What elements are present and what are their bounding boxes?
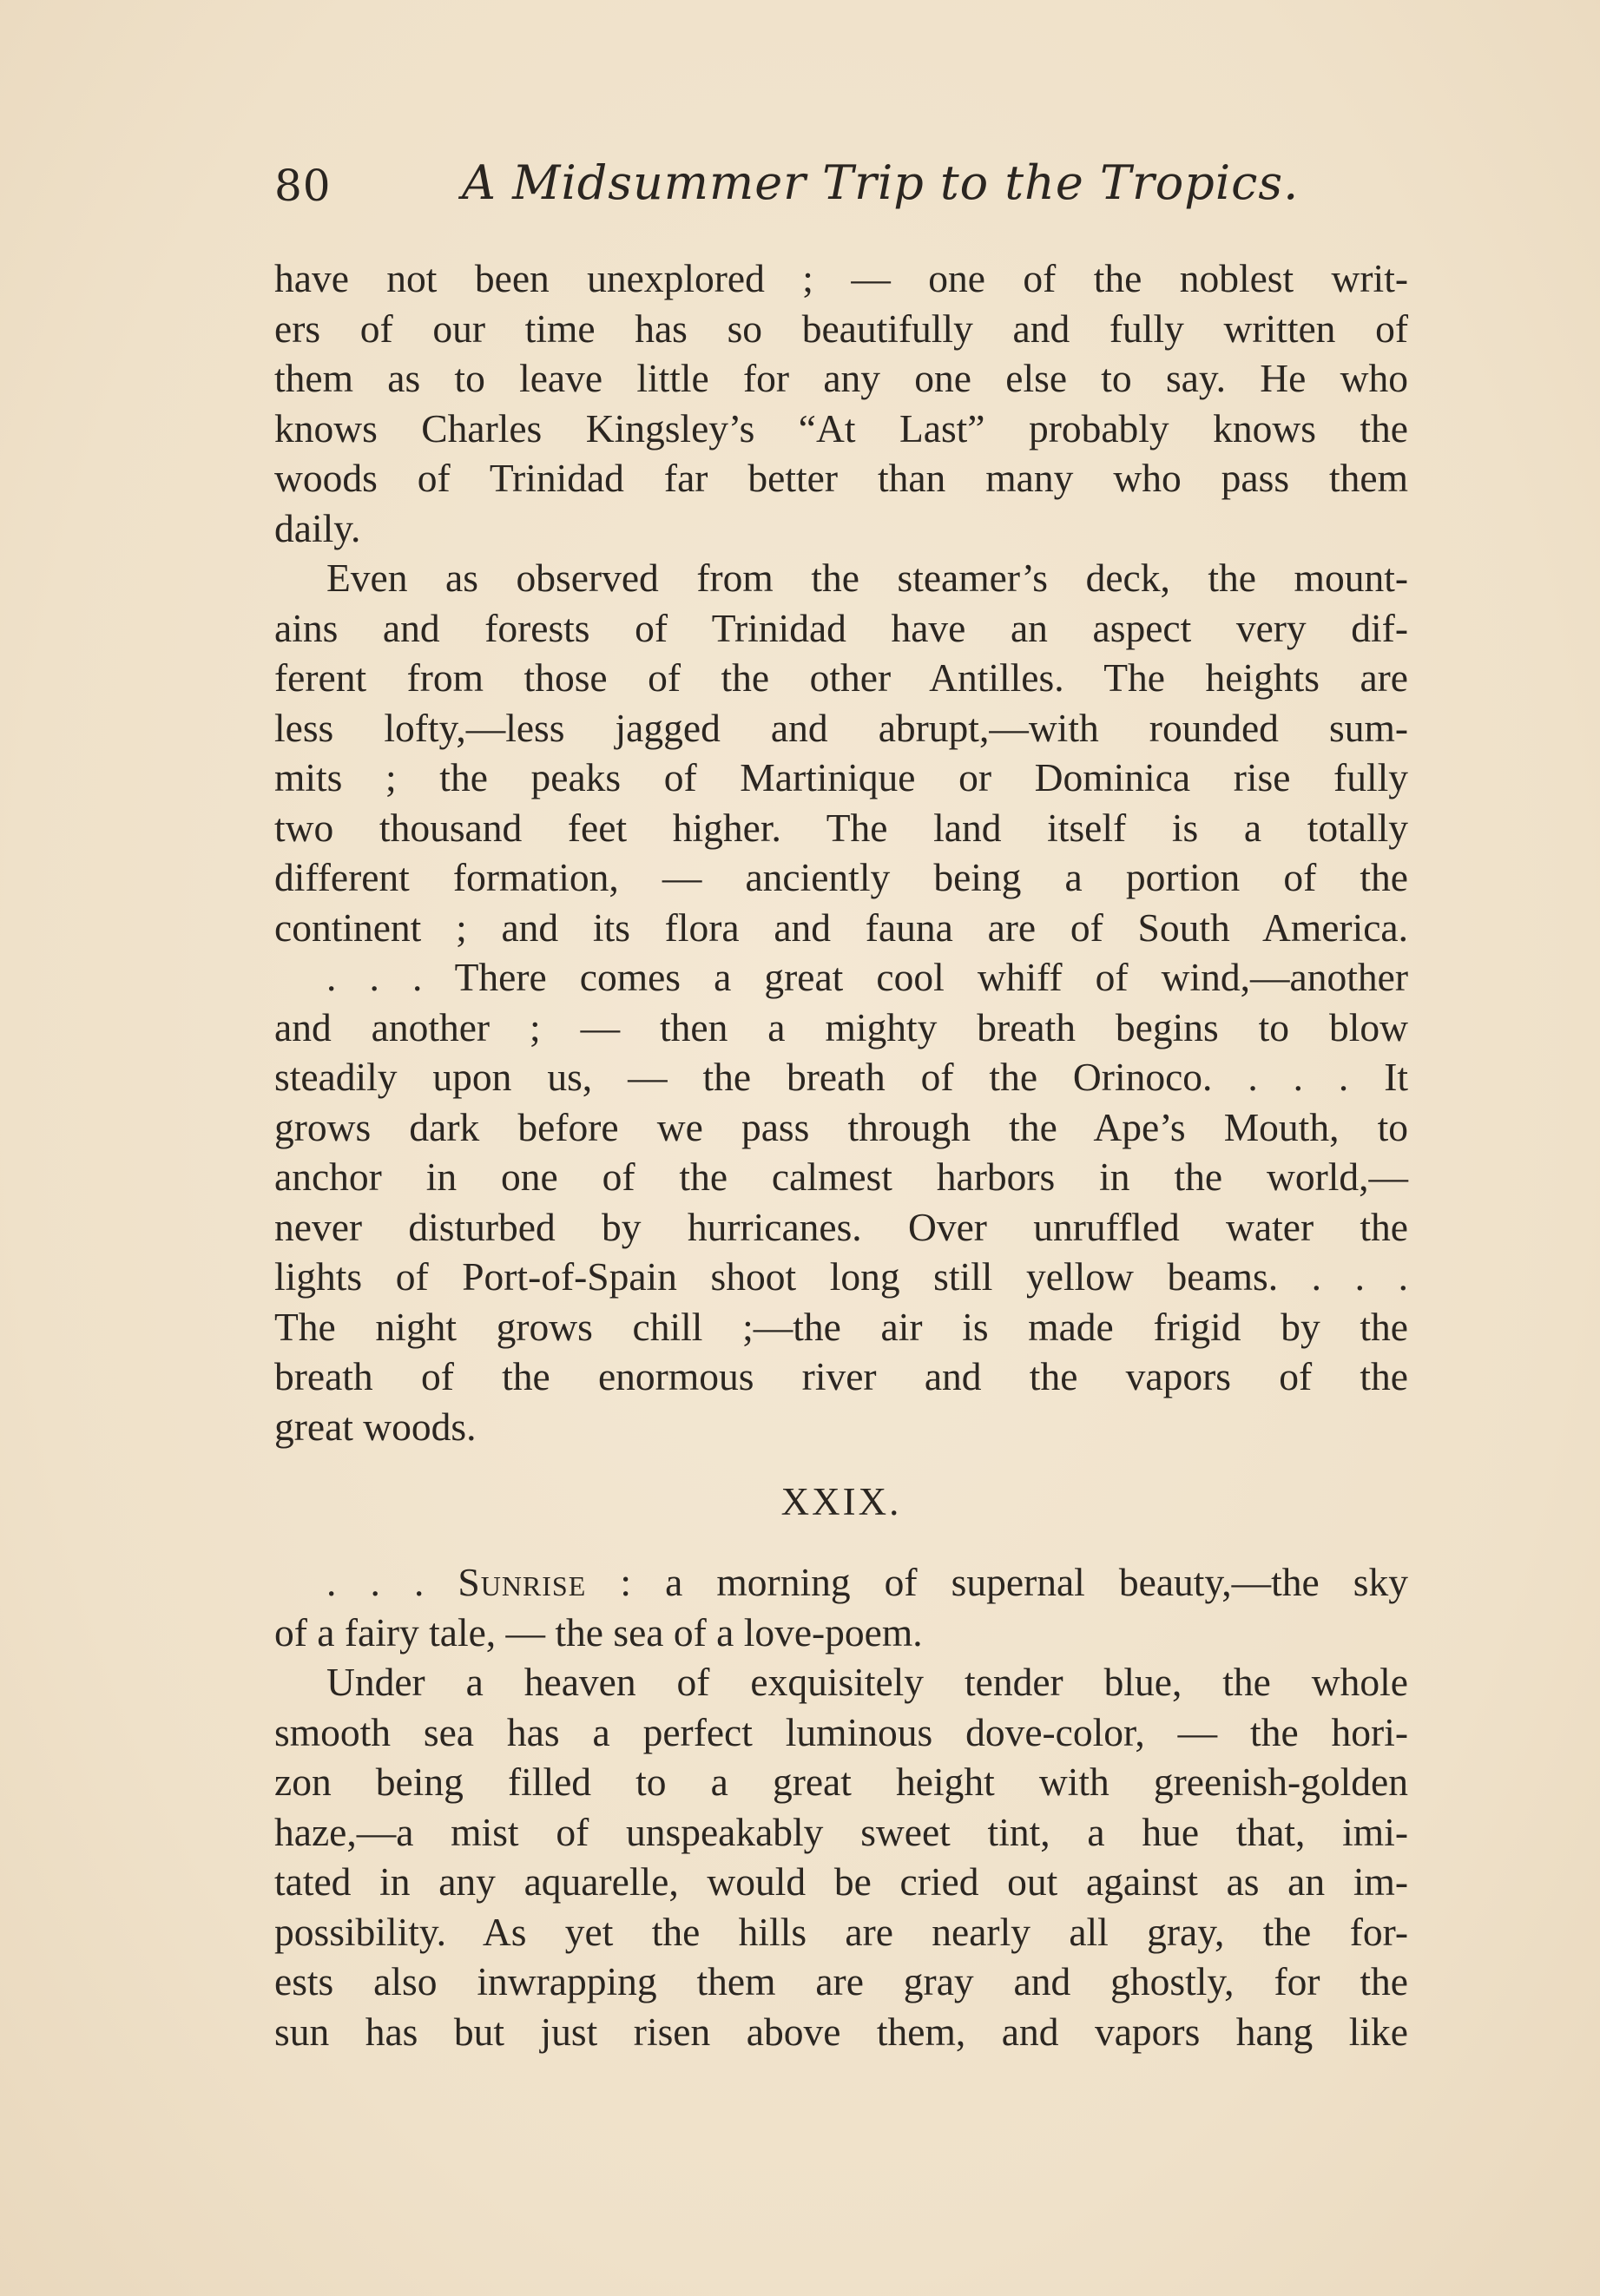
text-line: great woods. [274,1404,477,1449]
text-line: mits ; the peaks of Martinique or Dominica rise fully [274,755,1408,799]
text-line: two thousand feet higher. The land itself is a totally [274,805,1408,850]
text-line: lights of Port-of-Spain shoot long still yellow beams. . . . [274,1254,1408,1299]
page-number: 80 [274,161,332,211]
text-line: tated in any aquarelle, would be cried out against as an im- [274,1859,1408,1904]
running-head [274,155,1316,224]
text-line: continent ; and its flora and fauna are of South America. [274,905,1408,950]
text-line-first [274,1557,1408,1608]
text-line: less lofty,—less jagged and abrupt,—with rounded sum- [274,705,1408,750]
text-line: breath of the enormous river and the vapors of the [274,1354,1408,1398]
text-line: ains and forests of Trinidad have an aspect very dif- [274,605,1408,650]
running-title: A Midsummer Trip to the Tropics. [462,155,1300,210]
text-line: them as to leave little for any one else to say. He who [274,356,1408,400]
text-line: have not been unexplored ; — one of the noblest writ- [274,256,1408,300]
text-line: different formation, — anciently being a portion of the [274,855,1408,899]
text-line: sun has but just risen above them, and vapors hang like [274,2009,1408,2054]
section-heading: XXIX. [780,1480,902,1523]
text-line: . . . There comes a great cool whiff of wind,—another [326,955,1408,999]
text-line: steadily upon us, — the breath of the Orinoco. . . . It [274,1055,1408,1099]
text-line: The night grows chill ;—the air is made frigid by the [274,1304,1408,1349]
text-line: grows dark before we pass through the Ape’s Mouth, to [274,1104,1408,1149]
first-line-rest: : a morning of supernal beauty,—the sky [586,1560,1408,1604]
text-line: Even as observed from the steamer’s deck, the mount- [326,556,1408,600]
text-line: ers of our time has so beautifully and fully written of [274,306,1408,351]
text-line: woods of Trinidad far better than many who pass them [274,456,1408,500]
text-line: never disturbed by hurricanes. Over unruffled water the [274,1204,1408,1249]
text-line: ests also inwrapping them are gray and ghostly, for the [274,1959,1408,2003]
text-line: of a fairy tale, — the sea of a love-poem. [274,1609,923,1655]
text-line: and another ; — then a mighty breath begins to blow [274,1004,1408,1049]
text-block-2 [274,1557,1408,2056]
text-line: possibility. As yet the hills are nearly all gray, the for- [274,1909,1408,1954]
text-block-1 [274,253,1408,1451]
ellipsis-lead: . . . [326,1560,458,1604]
text-line: daily. [274,505,361,550]
sunrise-smallcaps: Sunrise [458,1560,587,1604]
text-line: Under a heaven of exquisitely tender blue, the whole [326,1660,1408,1704]
text-line: haze,—a mist of unspeakably sweet tint, a hue that, imi- [274,1809,1408,1854]
text-line: anchor in one of the calmest harbors in the world,— [274,1155,1408,1199]
text-line: zon being filled to a great height with greenish-golden [274,1760,1408,1804]
text-line: knows Charles Kingsley’s “At Last” probably knows the [274,405,1408,451]
text-line: smooth sea has a perfect luminous dove-color, — the hori- [274,1709,1408,1754]
text-line: ferent from those of the other Antilles. The heights are [274,655,1408,700]
